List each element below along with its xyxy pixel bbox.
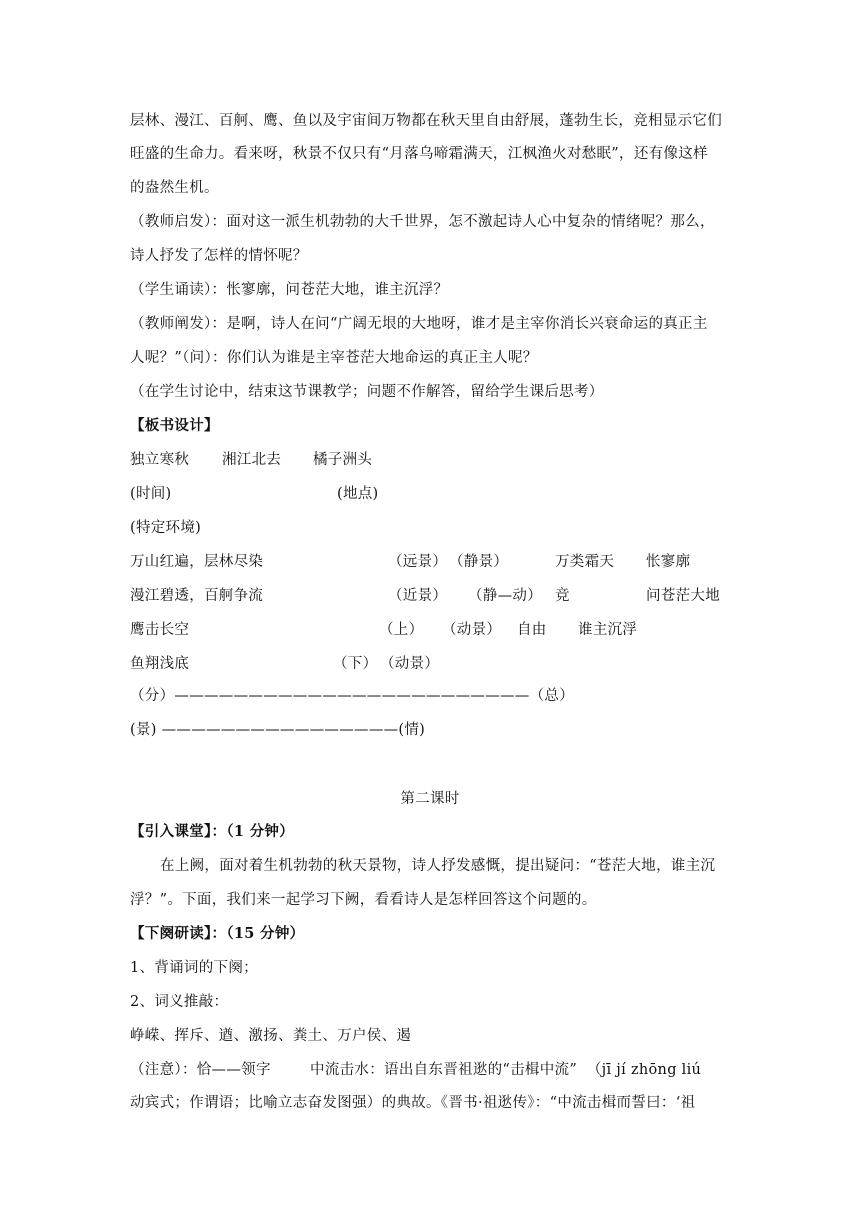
board-cell: (特定环境) (130, 520, 202, 536)
board-cell: （动景） (442, 622, 502, 638)
board-cell: 鹰击长空 (130, 622, 190, 638)
paragraph-line: 层林、漫江、百舸、鹰、鱼以及宇宙间万物都在秋天里自由舒展，蓬勃生长，竞相显示它们 (130, 113, 722, 129)
vocabulary-line: 峥嵘、挥斥、遒、激扬、粪土、万户侯、遏 (130, 1028, 412, 1044)
board-cell: 万山红遍，层林尽染 (130, 554, 264, 570)
board-divider-line: （分）————————————————————————（总） (130, 688, 574, 704)
note-line: （注意）：恰——领字 中流击水：语出自东晋祖逖的“击楫中流” （jī jí zhōng liú (130, 1062, 702, 1078)
teacher-prompt-line: 诗人抒发了怎样的情怀呢？ (130, 248, 308, 264)
board-cell: 自由 (517, 622, 547, 638)
board-cell: 鱼翔浅底 (130, 656, 190, 672)
board-cell: (地点) (337, 486, 379, 502)
board-cell: （静—动） (468, 588, 542, 604)
paragraph-line: 旺盛的生命力。看来呀，秋景不仅只有“月落乌啼霜满天，江枫渔火对愁眠”，还有像这样 (130, 146, 708, 162)
list-item: 1、背诵词的下阕； (130, 960, 258, 976)
board-cell: 怅寥廓 (646, 554, 691, 570)
board-design-heading: 【板书设计】 (130, 417, 219, 434)
intro-heading: 【引入课堂】：（1 分钟） (130, 823, 295, 840)
teacher-explain-line: （教师阐发）：是啊，诗人在问“广阔无垠的大地呀，谁才是主宰你消长兴衰命运的真正主 (130, 316, 708, 332)
intro-line: 浮？”。下面，我们来一起学习下阙，看看诗人是怎样回答这个问题的。 (130, 892, 597, 908)
board-cell: 漫江碧透，百舸争流 (130, 588, 264, 604)
teacher-prompt-line: （教师启发）：面对这一派生机勃勃的大千世界，怎不激起诗人心中复杂的情绪呢？那么， (130, 214, 715, 230)
board-divider-line: (景) ————————————————(情) (130, 722, 426, 738)
board-cell: 万类霜天 (555, 554, 615, 570)
board-cell: 问苍茫大地 (646, 588, 720, 604)
note-line: 动宾式；作谓语；比喻立志奋发图强）的典故。《晋书·祖逖传》：“中流击楫而誓曰：‘祖 (130, 1095, 696, 1111)
board-cell: （近景） (388, 588, 448, 604)
board-cell: (时间) (130, 486, 172, 502)
closing-note: （在学生讨论中，结束这节课教学；问题不作解答，留给学生课后思考） (130, 384, 604, 400)
board-cell: 独立寒秋 (130, 452, 190, 468)
board-cell: （下） (333, 656, 378, 672)
board-cell: （静景） (449, 554, 509, 570)
lesson-title: 第二课时 (400, 791, 460, 807)
board-cell: 谁主沉浮 (578, 622, 638, 638)
board-cell: （上） (379, 622, 424, 638)
board-cell: （动景） (380, 656, 440, 672)
board-cell: 湘江北去 (222, 452, 282, 468)
paragraph-line: 的盎然生机。 (130, 180, 219, 196)
study-heading: 【下阕研读】：（15 分钟） (130, 925, 305, 942)
board-cell: 橘子洲头 (313, 452, 373, 468)
intro-line: 在上阙，面对着生机勃勃的秋天景物，诗人抒发感慨，提出疑问：“苍茫大地，谁主沉 (160, 858, 716, 874)
board-cell: （远景） (388, 554, 448, 570)
student-recite-line: （学生诵读）：怅寥廓，问苍茫大地，谁主沉浮？ (130, 282, 449, 298)
teacher-explain-line: 人呢？”（问）：你们认为谁是主宰苍茫大地命运的真正主人呢？ (130, 350, 538, 366)
list-item: 2、词义推敲： (130, 994, 229, 1010)
board-cell: 竞 (555, 588, 570, 604)
